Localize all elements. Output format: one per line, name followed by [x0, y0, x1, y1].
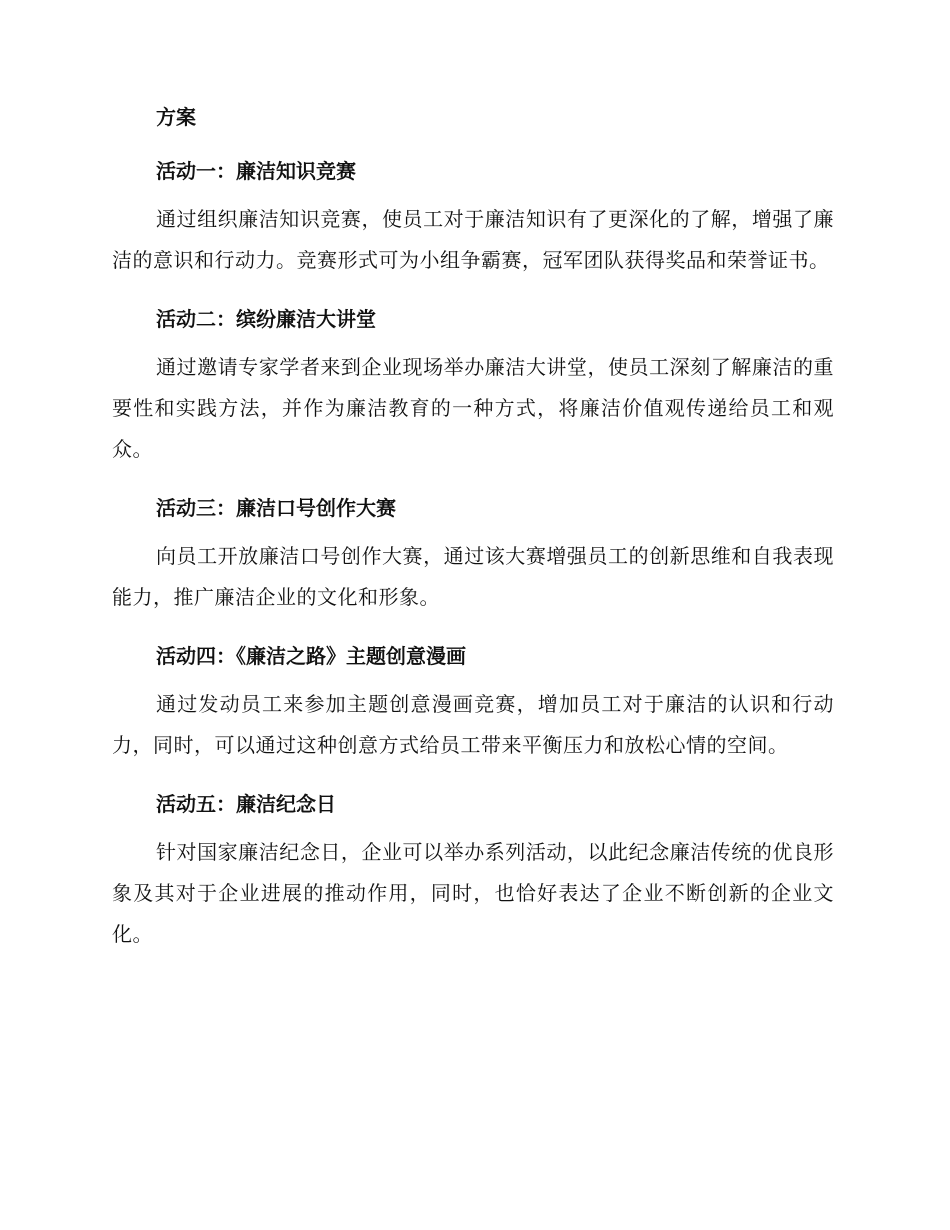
activity-2-body: 通过邀请专家学者来到企业现场举办廉洁大讲堂，使员工深刻了解廉洁的重要性和实践方法，并作为廉洁教育的一种方式，将廉洁价值观传递给员工和观众。 — [112, 355, 834, 461]
activity-2-heading: 活动二：缤纷廉洁大讲堂 — [156, 307, 376, 331]
activity-4-heading: 活动四：《廉洁之路》主题创意漫画 — [156, 644, 466, 668]
activity-5-heading: 活动五：廉洁纪念日 — [156, 792, 336, 816]
activity-1-heading: 活动一：廉洁知识竞赛 — [156, 159, 356, 183]
section-title: 方案 — [156, 105, 196, 129]
activity-3-heading: 活动三：廉洁口号创作大赛 — [156, 496, 396, 520]
activity-3-body: 向员工开放廉洁口号创作大赛，通过该大赛增强员工的创新思维和自我表现能力，推广廉洁企业的文化和形象。 — [112, 544, 834, 609]
activity-4-body: 通过发动员工来参加主题创意漫画竞赛，增加员工对于廉洁的认识和行动力，同时，可以通过这种创意方式给员工带来平衡压力和放松心情的空间。 — [112, 692, 834, 757]
activity-1-body: 通过组织廉洁知识竞赛，使员工对于廉洁知识有了更深化的了解，增强了廉洁的意识和行动力。竞赛形式可为小组争霸赛，冠军团队获得奖品和荣誉证书。 — [112, 207, 834, 272]
document-body — [112, 104, 834, 955]
activity-5-body: 针对国家廉洁纪念日，企业可以举办系列活动，以此纪念廉洁传统的优良形象及其对于企业进展的推动作用，同时，也恰好表达了企业不断创新的企业文化。 — [112, 840, 834, 946]
